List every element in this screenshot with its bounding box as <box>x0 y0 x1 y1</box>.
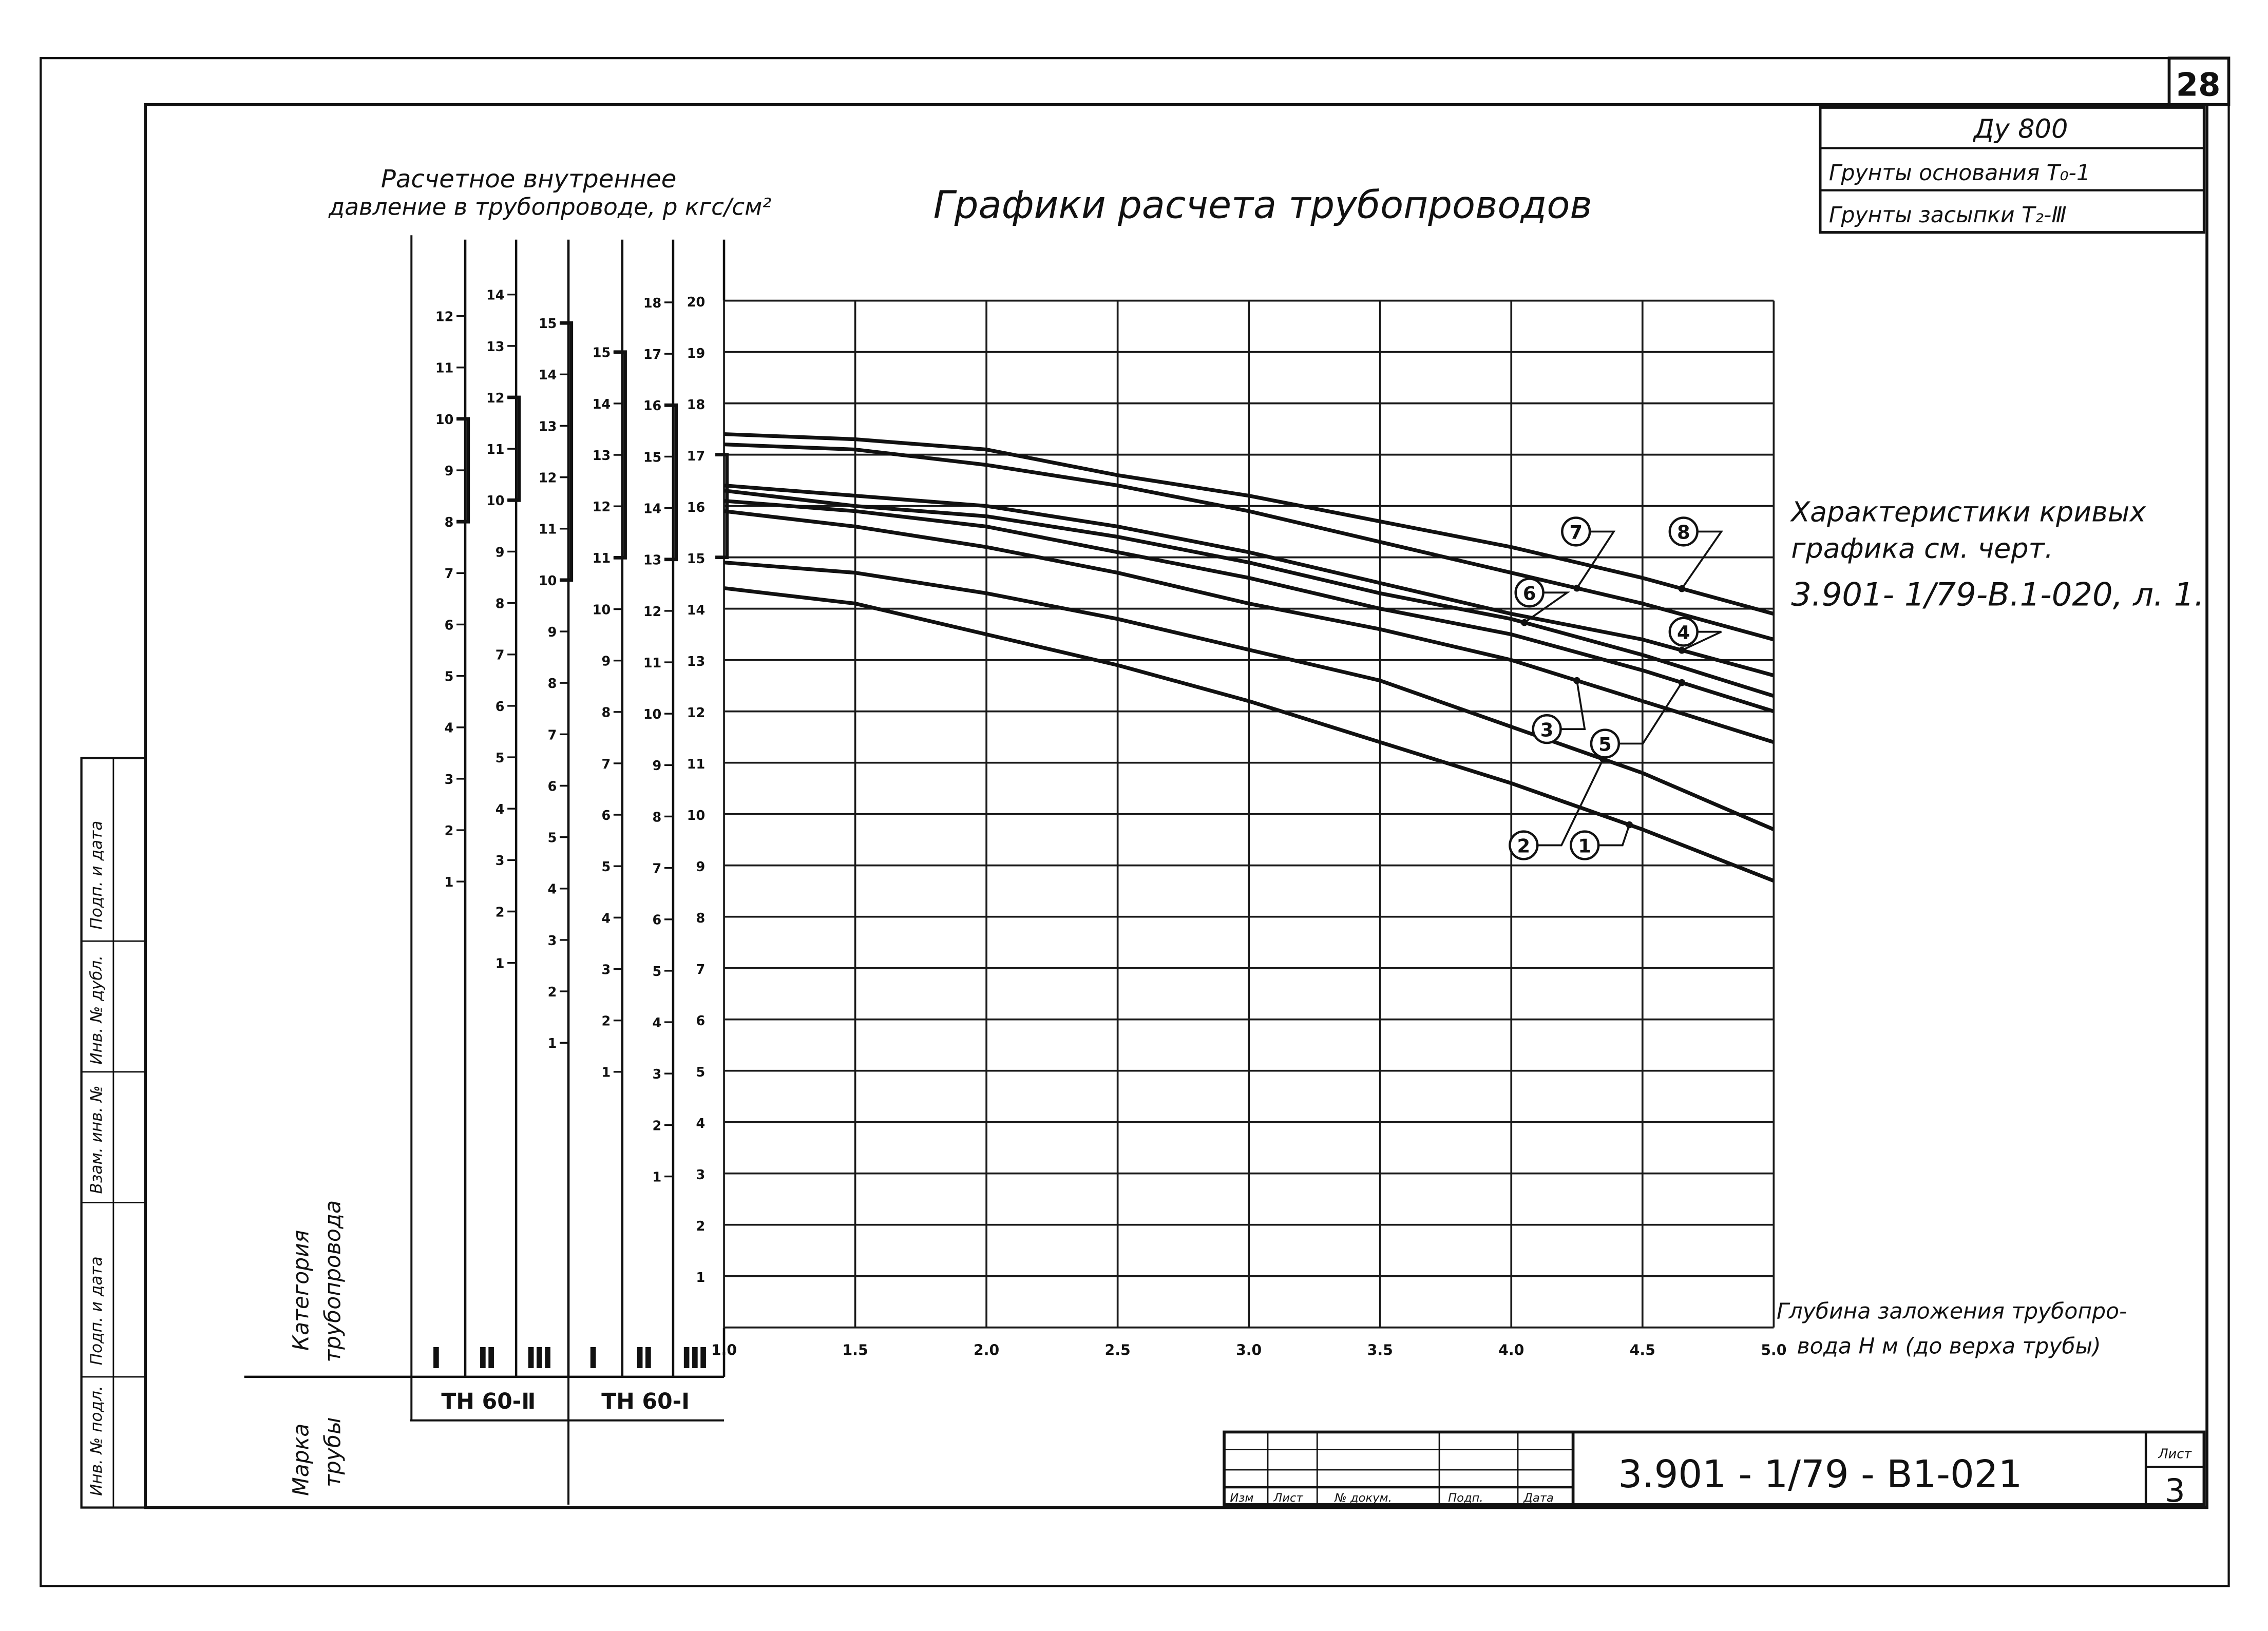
main-axis-tick-3: 3 <box>696 1167 706 1183</box>
marker-dot-3 <box>1573 677 1580 684</box>
brand-label-line1: Марка <box>289 1423 314 1496</box>
scale-2-label-4: 4 <box>495 802 505 818</box>
marker-label-1: 1 <box>1578 835 1592 857</box>
scale-1-label-12: 12 <box>435 309 454 325</box>
scale-3-label-15: 15 <box>538 316 557 332</box>
scale-5-label-16: 16 <box>643 398 662 414</box>
scale-3-bracket <box>560 323 571 580</box>
info-box <box>1820 107 2204 232</box>
main-axis-tick-1: 1 <box>696 1270 706 1286</box>
x-tick-label-5: 3.5 <box>1367 1341 1393 1359</box>
strip-label-podp-date-2: Подп. и дата <box>87 820 106 930</box>
scale-5-label-9: 9 <box>652 758 662 774</box>
scale-3-label-9: 9 <box>547 624 557 640</box>
scale-4-label-6: 6 <box>601 808 611 823</box>
marker-label-2: 2 <box>1517 835 1531 857</box>
scale-3-label-12: 12 <box>538 470 557 486</box>
stamp-sheet-label: Лист <box>2158 1446 2192 1462</box>
depth-axis-labels <box>711 1341 1786 1358</box>
marker-leader-1 <box>1599 825 1630 846</box>
stamp-col-date: Дата <box>1523 1491 1554 1505</box>
scale-1-label-6: 6 <box>444 618 454 634</box>
scale-2-label-3: 3 <box>495 853 505 869</box>
x-tick-label-3: 2.5 <box>1104 1341 1131 1359</box>
characteristics-line1: Характеристики кривых <box>1791 495 2146 528</box>
marker-leader-5 <box>1619 683 1682 744</box>
pressure-scale-4 <box>588 240 625 1377</box>
scale-5-label-15: 15 <box>643 450 662 466</box>
category-label-2: Ⅱ <box>477 1341 497 1375</box>
scale-4-label-1: 1 <box>601 1065 611 1081</box>
scale-2-label-14: 14 <box>486 287 505 303</box>
scale-5-label-10: 10 <box>643 707 662 723</box>
axis-title-line2: давление в трубопроводе, р кгс/см² <box>328 193 772 221</box>
plot-grid <box>724 301 1774 1328</box>
curve-markers <box>1510 518 1721 859</box>
main-axis-tick-16: 16 <box>687 500 706 515</box>
scale-1-label-11: 11 <box>435 360 454 376</box>
marker-1 <box>1571 821 1633 859</box>
main-axis-tick-11: 11 <box>687 756 706 772</box>
scale-6-bracket <box>715 455 727 558</box>
x-tick-label-1: 1.5 <box>842 1341 868 1359</box>
x-tick-label-6: 4.0 <box>1498 1341 1524 1359</box>
scale-4-label-14: 14 <box>592 396 611 412</box>
scale-5-label-17: 17 <box>643 347 662 363</box>
corner-sheet-number: 28 <box>2176 66 2221 104</box>
marker-dot-1 <box>1626 821 1633 829</box>
main-axis-tick-7: 7 <box>696 962 706 978</box>
scale-1-label-3: 3 <box>444 772 454 788</box>
scale-2-label-2: 2 <box>495 905 505 920</box>
scale-2-label-5: 5 <box>495 750 505 766</box>
main-axis-tick-2: 2 <box>696 1219 706 1235</box>
scale-1-label-9: 9 <box>444 463 454 479</box>
scale-4-label-10: 10 <box>592 602 611 618</box>
scale-5-label-1: 1 <box>652 1169 662 1185</box>
marker-label-3: 3 <box>1540 719 1554 741</box>
scale-2-label-9: 9 <box>495 545 505 561</box>
x-tick-label-2: 2.0 <box>974 1341 1000 1359</box>
marker-label-4: 4 <box>1676 621 1690 644</box>
stamp-col-izm: Изм <box>1230 1491 1254 1505</box>
brand-label-line2: трубы <box>320 1417 346 1487</box>
side-strip <box>82 758 146 1508</box>
scale-3-label-11: 11 <box>538 522 557 538</box>
pressure-scale-2 <box>478 240 519 1377</box>
scale-4-label-4: 4 <box>601 911 611 927</box>
brand-tn60-2: ТН 60-Ⅱ <box>441 1389 536 1415</box>
marker-7 <box>1562 518 1614 592</box>
main-axis-tick-10: 10 <box>687 808 706 823</box>
scale-3-label-3: 3 <box>547 933 557 949</box>
scale-2-label-10: 10 <box>486 493 505 509</box>
scale-4-label-3: 3 <box>601 962 611 978</box>
scale-4-label-13: 13 <box>592 448 611 464</box>
main-axis-tick-4: 4 <box>696 1116 706 1132</box>
marker-label-5: 5 <box>1598 733 1612 756</box>
category-label-3: Ⅲ <box>525 1341 554 1375</box>
main-axis-tick-18: 18 <box>687 397 706 413</box>
scale-5-label-5: 5 <box>652 964 662 980</box>
scale-3-label-7: 7 <box>547 727 557 743</box>
inner-frame <box>145 105 2207 1508</box>
x-tick-label-4: 3.0 <box>1236 1341 1262 1359</box>
scale-4-label-15: 15 <box>592 345 611 361</box>
category-label-6: Ⅲ <box>681 1341 709 1375</box>
scale-4-label-2: 2 <box>601 1013 611 1029</box>
scale-1-label-5: 5 <box>444 669 454 685</box>
main-axis-tick-5: 5 <box>696 1065 706 1081</box>
scale-2-label-12: 12 <box>486 390 505 406</box>
x-tick-label-8: 5.0 <box>1761 1341 1787 1359</box>
scale-1-label-10: 10 <box>435 412 454 428</box>
marker-label-7: 7 <box>1569 521 1583 544</box>
marker-3 <box>1533 677 1585 743</box>
scale-2-label-13: 13 <box>486 339 505 355</box>
scale-3-label-10: 10 <box>538 573 557 589</box>
info-du: Ду 800 <box>1973 114 2068 145</box>
scale-1-label-7: 7 <box>444 566 454 582</box>
pressure-scale-3 <box>526 240 571 1377</box>
main-axis-tick-8: 8 <box>696 911 706 926</box>
scale-4-label-8: 8 <box>601 705 611 721</box>
scale-3-label-1: 1 <box>547 1036 557 1052</box>
main-axis-tick-19: 19 <box>687 346 706 361</box>
pressure-scales <box>411 235 727 1420</box>
x-tick-label-7: 4.5 <box>1629 1341 1655 1359</box>
scale-5-label-12: 12 <box>643 604 662 620</box>
axis-title-line1: Расчетное внутреннее <box>380 164 677 194</box>
brand-tn60-1: ТН 60-I <box>601 1389 690 1415</box>
scale-2-label-11: 11 <box>486 442 505 458</box>
scale-5-label-3: 3 <box>652 1067 662 1083</box>
scale-5-label-13: 13 <box>643 552 662 568</box>
scale-1-label-4: 4 <box>444 720 454 736</box>
scale-4-label-12: 12 <box>592 500 611 515</box>
scale-3-label-4: 4 <box>547 881 557 897</box>
main-axis-tick-12: 12 <box>687 705 706 721</box>
scale-2-label-1: 1 <box>495 956 505 972</box>
strip-label-podp-date-1: Подп. и дата <box>87 1256 106 1366</box>
strip-label-inv-podl: Инв. № подл. <box>87 1386 106 1496</box>
marker-leader-3 <box>1561 681 1585 730</box>
marker-dot-6 <box>1521 619 1528 626</box>
scale-3-label-2: 2 <box>547 985 557 1000</box>
info-backfill-soil: Грунты засыпки Т₂-Ⅲ <box>1828 202 2067 228</box>
scale-2-label-6: 6 <box>495 699 505 715</box>
characteristics-line3: 3.901- 1/79-В.1-020, л. 1. <box>1791 575 2205 613</box>
chart-title: Графики расчета трубопроводов <box>933 183 1592 227</box>
marker-dot-5 <box>1679 679 1686 686</box>
scale-1-label-2: 2 <box>444 823 454 839</box>
pressure-scale-1 <box>431 240 468 1377</box>
marker-8 <box>1670 518 1722 592</box>
depth-label-line2: вода Н м (до верха трубы) <box>1797 1334 2101 1359</box>
scale-5-label-7: 7 <box>652 861 662 877</box>
category-label-1: I <box>430 1341 442 1375</box>
characteristics-line2: графика см. черт. <box>1791 532 2053 565</box>
x-tick-label-0: 1.0 <box>711 1341 737 1359</box>
main-axis-tick-15: 15 <box>687 551 706 567</box>
scale-4-label-5: 5 <box>601 859 611 875</box>
scale-1-label-1: 1 <box>444 875 454 891</box>
scale-4-label-9: 9 <box>601 654 611 669</box>
category-label-5: Ⅱ <box>634 1341 654 1375</box>
scale-5-label-4: 4 <box>652 1015 662 1031</box>
strip-label-inv-dubl: Инв. № дубл. <box>87 955 106 1065</box>
info-base-soil: Грунты основания Т₀-1 <box>1828 160 2090 186</box>
scale-4-label-11: 11 <box>592 551 611 567</box>
stamp-col-doc: № докум. <box>1335 1491 1392 1505</box>
stamp-col-sign: Подп. <box>1448 1491 1483 1505</box>
main-axis-tick-9: 9 <box>696 859 706 875</box>
scale-5-bracket <box>664 405 676 559</box>
title-block <box>1224 1432 2204 1509</box>
stamp-col-list: Лист <box>1273 1491 1303 1505</box>
category-label-line2: трубопровода <box>320 1200 346 1363</box>
scale-1-label-8: 8 <box>444 515 454 531</box>
scale-3-label-8: 8 <box>547 676 557 692</box>
stamp-sheet-value: 3 <box>2164 1472 2185 1510</box>
main-axis-tick-14: 14 <box>687 602 706 618</box>
scale-5-label-18: 18 <box>643 295 662 311</box>
scale-2-label-8: 8 <box>495 596 505 612</box>
category-label-line1: Категория <box>289 1230 314 1351</box>
main-axis-tick-17: 17 <box>687 448 706 464</box>
scale-5-label-8: 8 <box>652 810 662 826</box>
main-pressure-axis <box>687 295 705 1285</box>
scale-5-label-11: 11 <box>643 655 662 671</box>
scale-4-label-7: 7 <box>601 756 611 772</box>
scale-5-label-14: 14 <box>643 501 662 517</box>
main-axis-tick-13: 13 <box>687 654 706 669</box>
scale-3-label-13: 13 <box>538 419 557 435</box>
category-label-4: I <box>587 1341 599 1375</box>
scale-3-label-6: 6 <box>547 779 557 795</box>
scale-5-label-6: 6 <box>652 912 662 928</box>
pressure-scale-5 <box>635 240 676 1377</box>
scale-2-label-7: 7 <box>495 647 505 663</box>
marker-dot-8 <box>1679 585 1686 592</box>
scale-3-label-14: 14 <box>538 368 557 383</box>
scale-3-label-5: 5 <box>547 830 557 846</box>
strip-label-vzam-inv: Взам. инв. № <box>87 1085 106 1194</box>
marker-label-6: 6 <box>1522 582 1536 605</box>
main-axis-tick-20: 20 <box>687 294 706 310</box>
marker-dot-7 <box>1573 585 1580 592</box>
main-axis-tick-6: 6 <box>696 1013 706 1029</box>
depth-label-line1: Глубина заложения трубопро- <box>1776 1299 2127 1325</box>
stamp-doc-code: 3.901 - 1/79 - В1-021 <box>1618 1452 2023 1496</box>
scale-5-label-2: 2 <box>652 1118 662 1134</box>
marker-dot-4 <box>1679 647 1686 654</box>
marker-label-8: 8 <box>1676 521 1690 544</box>
